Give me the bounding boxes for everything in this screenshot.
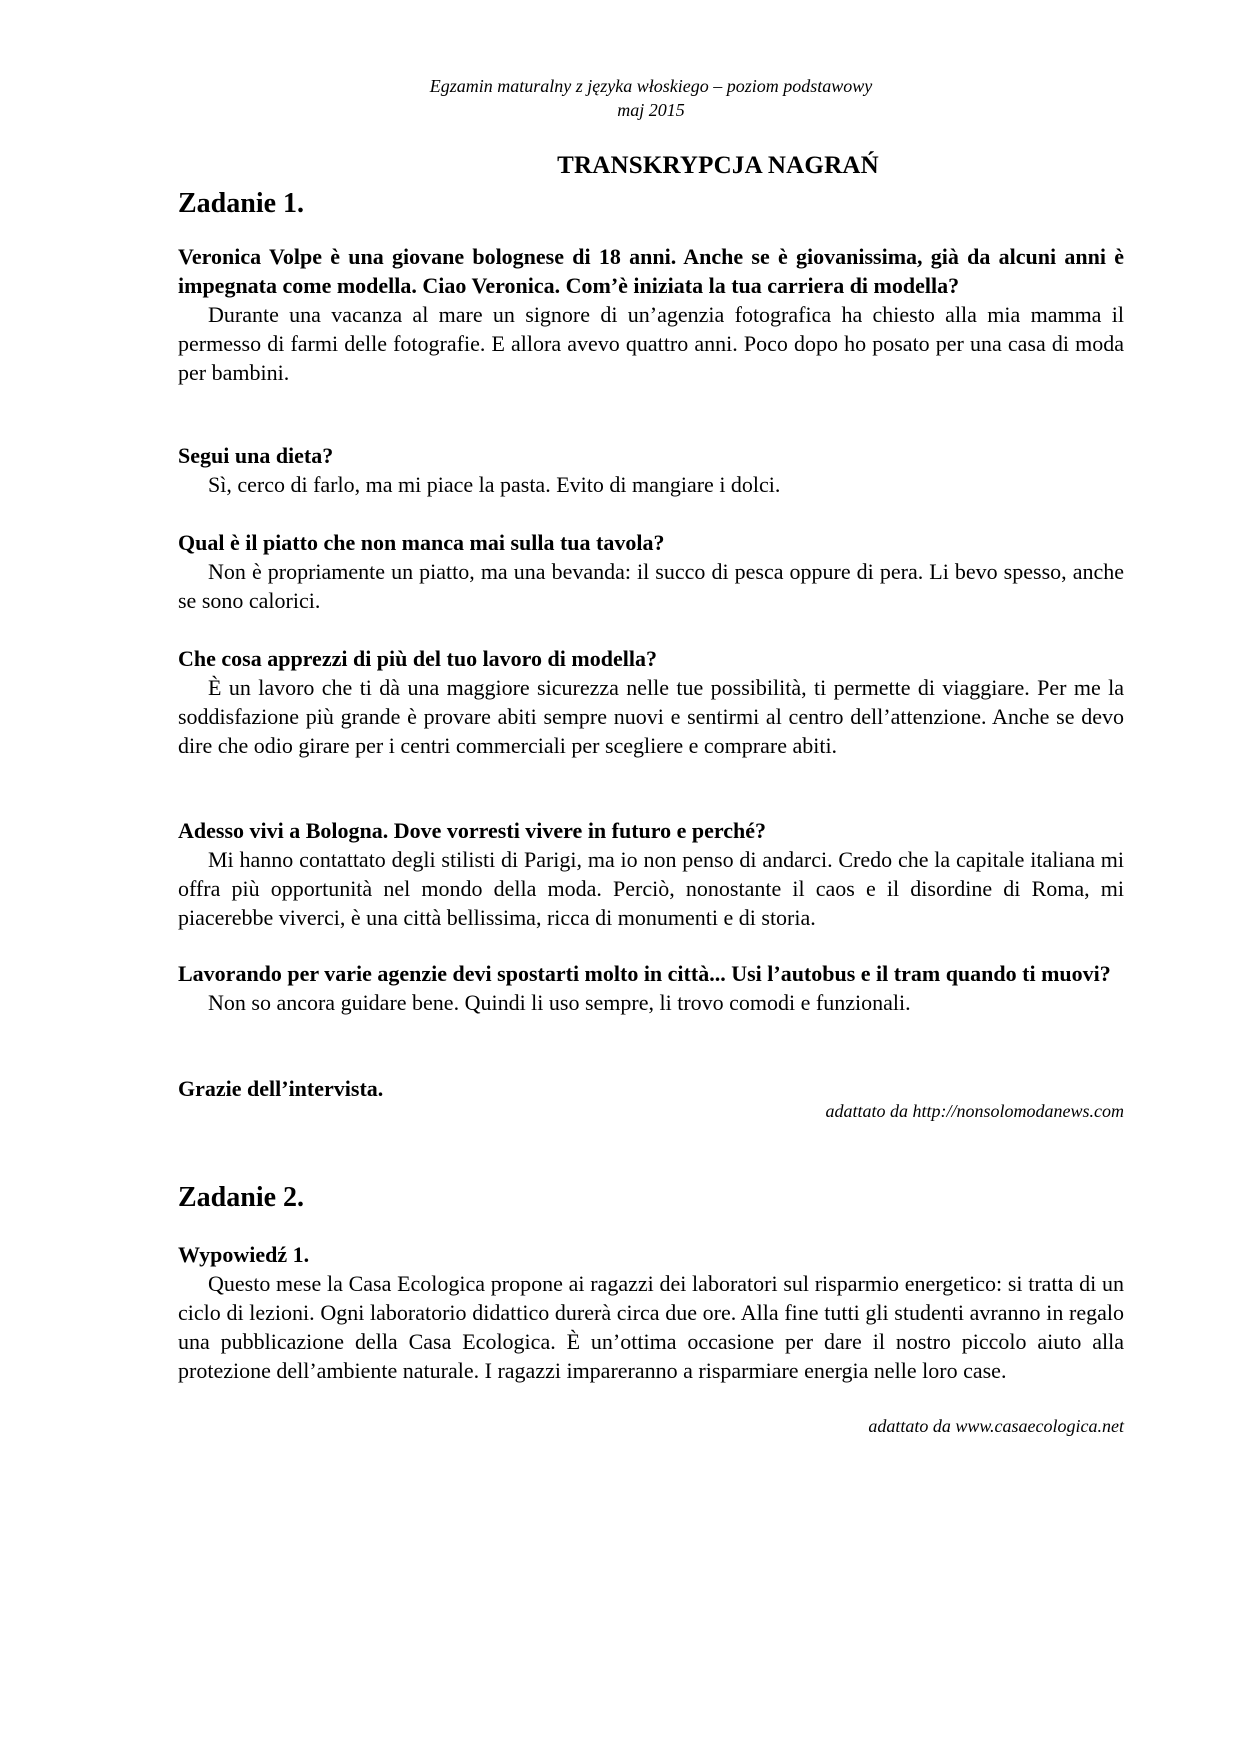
task1-qa-1 [178,242,1124,387]
task1-answer: Non è propriamente un piatto, ma una bevanda: il succo di pesca oppure di pera. Li bevo spesso, anche se sono calorici. [178,559,1124,613]
document-title: TRANSKRYPCJA NAGRAŃ [557,152,879,179]
exam-header-line1: Egzamin maturalny z języka włoskiego – poziom podstawowy [429,76,873,96]
task1-qa-6 [178,959,1124,1017]
task1-closing: Grazie dell’intervista. [178,1076,384,1101]
task1-answer: Mi hanno contattato degli stilisti di Parigi, ma io non penso di andarci. Credo che la capitale italiana mi offra più opportunità nel mondo della moda. Perciò, nonostante il caos e il disordine di Roma, mi piacerebbe viverci, è una città bellissima, ricca di monumenti e di storia. [178,847,1124,930]
exam-header-line2: maj 2015 [617,100,685,120]
task1-question: Veronica Volpe è una giovane bolognese di 18 anni. Anche se è giovanissima, già da alcuni anni è impegnata come modella. Ciao Veronica. Com’è iniziata la tua carriera di modella? [178,244,1124,298]
task1-question: Adesso vivi a Bologna. Dove vorresti vivere in futuro e perché? [178,818,767,843]
task1-qa-5 [178,816,1124,932]
task1-heading: Zadanie 1. [178,188,305,219]
task1-question: Lavorando per varie agenzie devi spostarti molto in città... Usi l’autobus e il tram quando ti muovi? [178,961,1111,986]
task2-source: adattato da www.casaecologica.net [868,1416,1124,1436]
task1-qa-4 [178,644,1124,760]
task1-answer: Non so ancora guidare bene. Quindi li uso sempre, li trovo comodi e funzionali. [208,990,911,1015]
task1-answer: Sì, cerco di farlo, ma mi piace la pasta. Evito di mangiare i dolci. [208,472,781,497]
exam-header [178,74,1124,122]
task1-question: Che cosa apprezzi di più del tuo lavoro di modella? [178,646,657,671]
task1-source: adattato da http://nonsolomodanews.com [825,1101,1124,1121]
task2-statement-1 [178,1240,1124,1385]
task2-text: Questo mese la Casa Ecologica propone ai ragazzi dei laboratori sul risparmio energetico: si tratta di un ciclo di lezioni. Ogni laboratorio didattico durerà circa due ore. Alla fine tutti gli studenti avranno in regalo una pubblicazione della Casa Ecologica. È un’ottima occasione per dare il nostro piccolo aiuto alla protezione dell’ambiente naturale. I ragazzi impareranno a risparmiare energia nelle loro case. [178,1271,1124,1383]
task1-qa-2 [178,441,1124,499]
task1-question: Qual è il piatto che non manca mai sulla tua tavola? [178,530,665,555]
task1-answer: È un lavoro che ti dà una maggiore sicurezza nelle tue possibilità, ti permette di viaggiare. Per me la soddisfazione più grande è provare abiti sempre nuovi e sentirmi al centro dell’attenzione. Anche se devo dire che odio girare per i centri commerciali per scegliere e comprare abiti. [178,675,1124,758]
task2-heading: Zadanie 2. [178,1182,305,1213]
task1-question: Segui una dieta? [178,443,334,468]
task1-qa-3 [178,528,1124,615]
task1-answer: Durante una vacanza al mare un signore di un’agenzia fotografica ha chiesto alla mia mamma il permesso di farmi delle fotografie. E allora avevo quattro anni. Poco dopo ho posato per una casa di moda per bambini. [178,302,1124,385]
task2-subheading: Wypowiedź 1. [178,1242,310,1267]
